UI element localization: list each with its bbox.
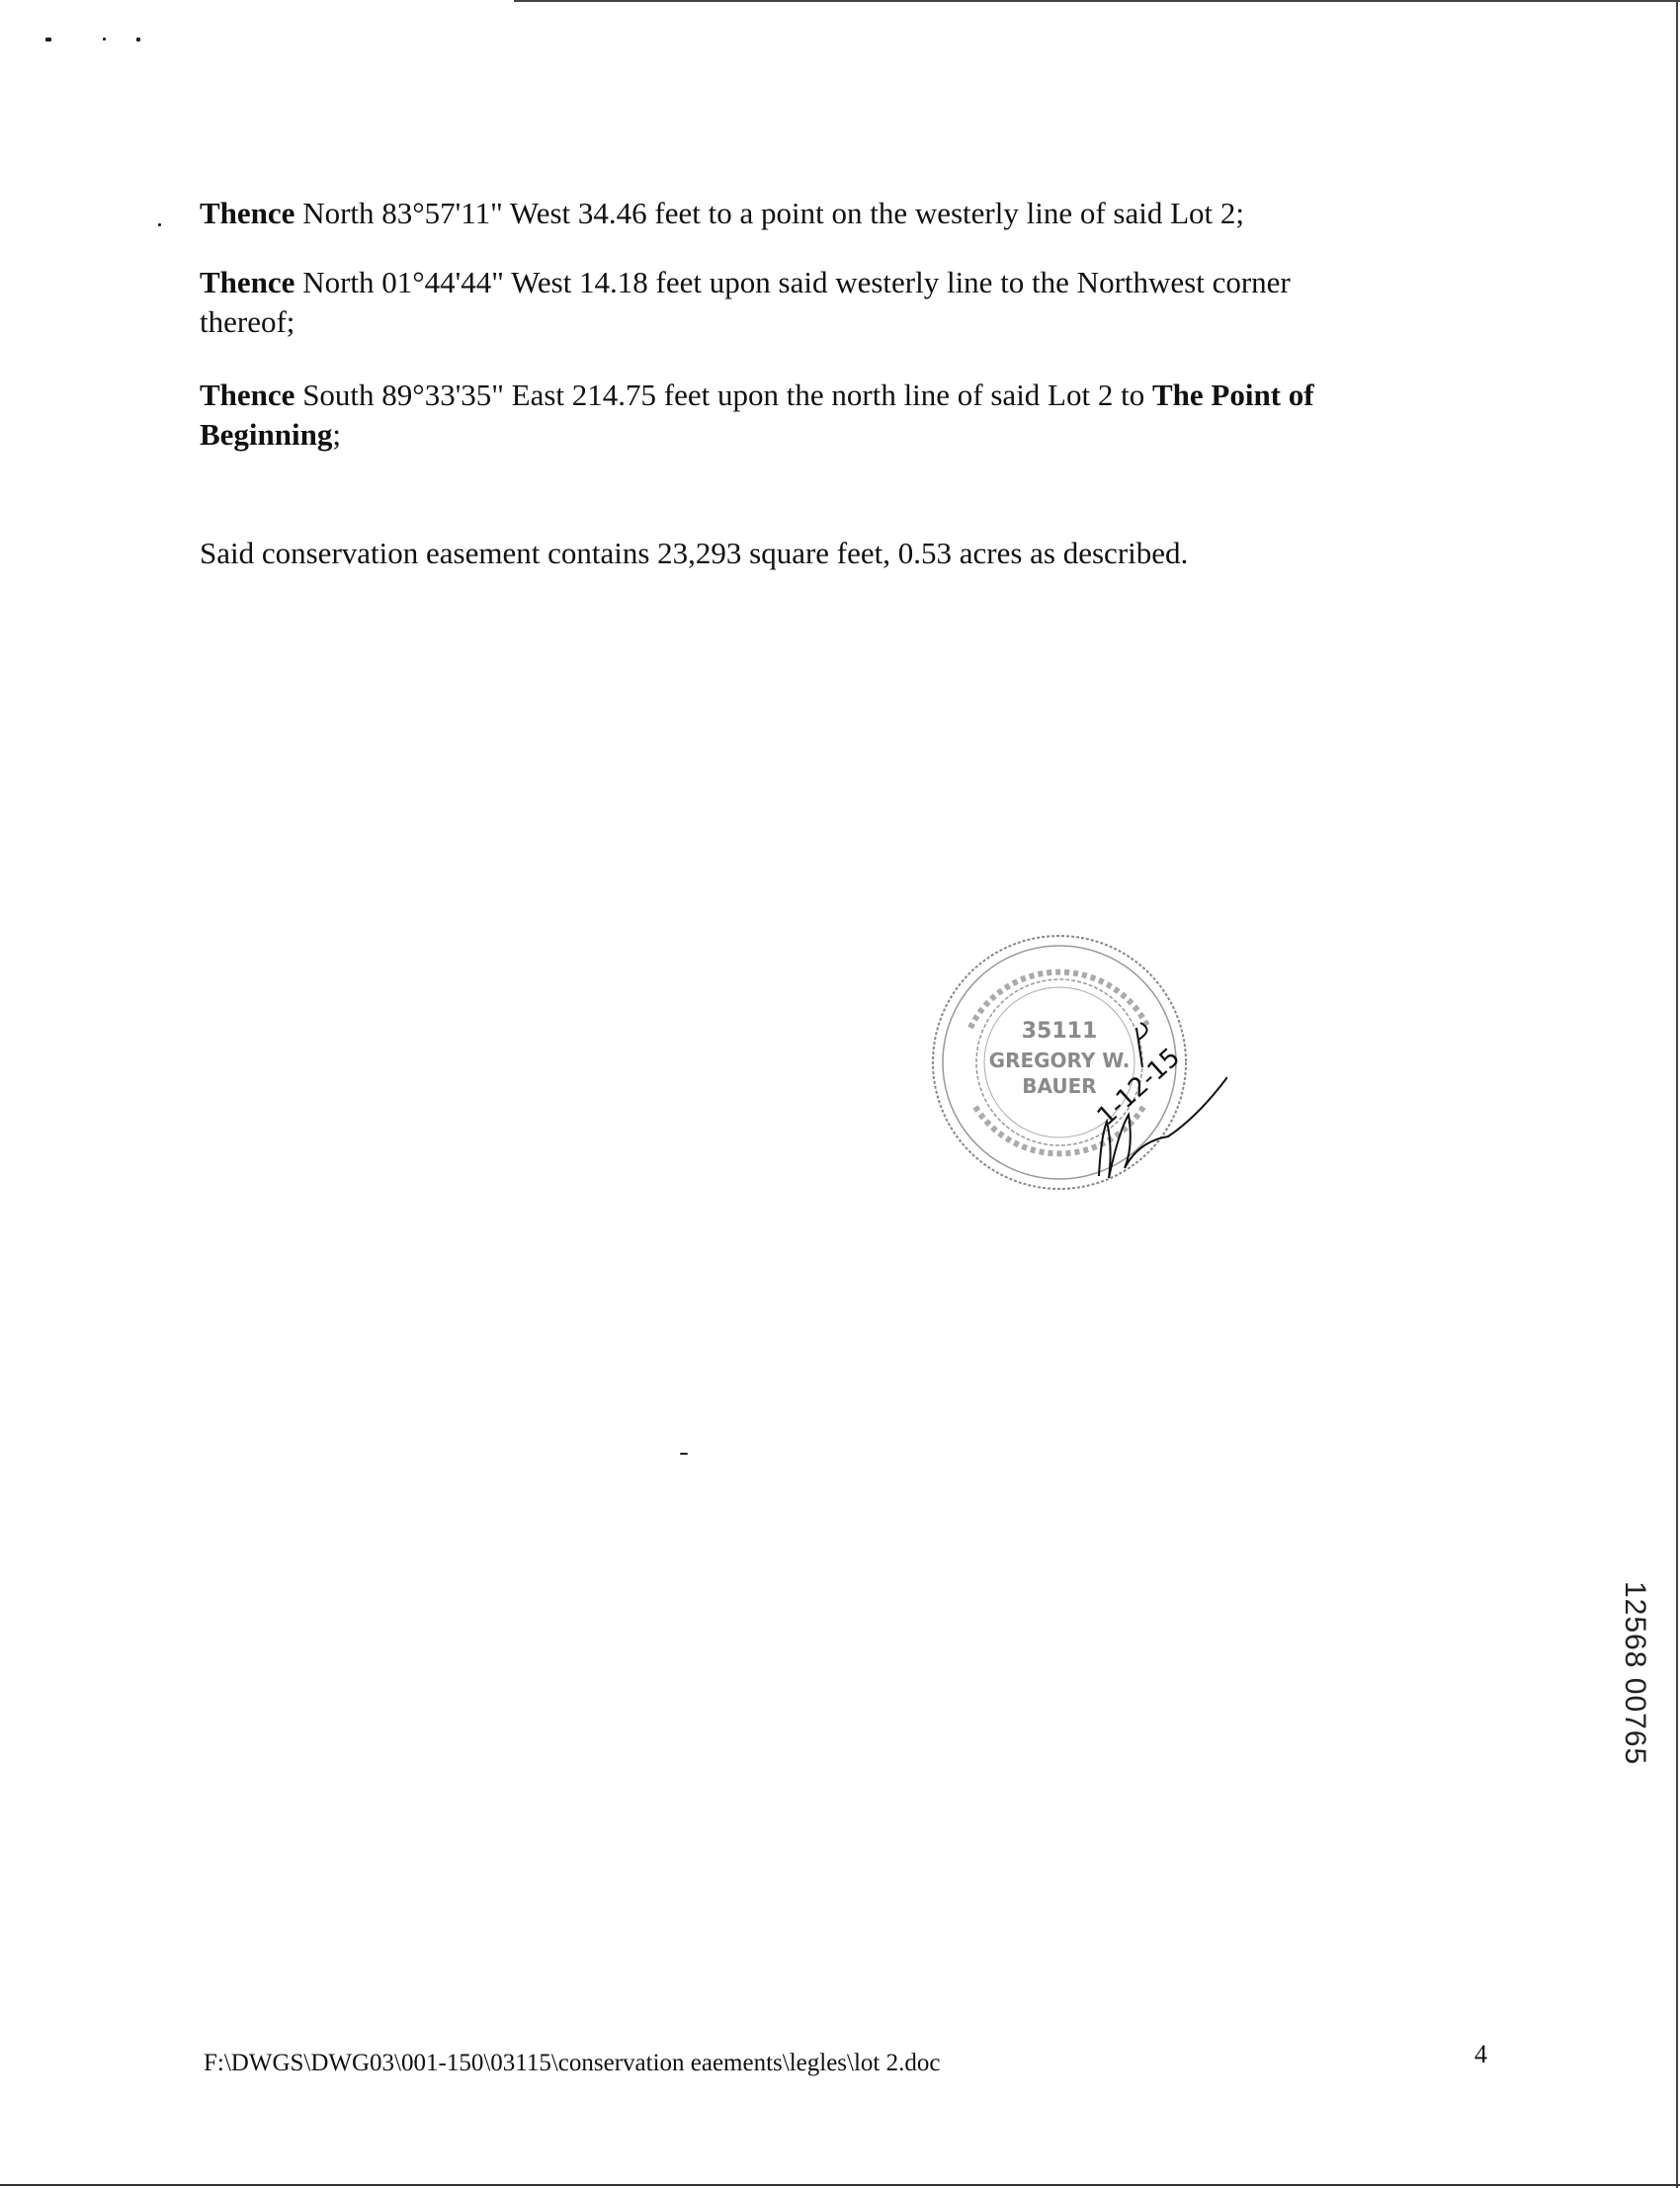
paragraph-3 <box>200 376 1415 455</box>
page-border-bottom <box>0 2184 1680 2186</box>
seal-name-line2: BAUER <box>1022 1074 1097 1098</box>
footer-file-path: F:\DWGS\DWG03\001-150\03115\conservation eaements\legles\lot 2.doc <box>204 2050 941 2076</box>
seal-graphic <box>931 919 1227 1216</box>
side-number-text: 12568 00765 <box>1619 1581 1651 1766</box>
seal-number: 35111 <box>1021 1019 1098 1044</box>
paragraph-3-tail: ; <box>332 417 342 452</box>
seal-name-line1: GREGORY W. <box>988 1049 1131 1072</box>
thence-label: Thence <box>200 378 295 412</box>
scan-speck <box>45 38 51 42</box>
handwritten-date: 1-12-15 <box>1091 1043 1187 1133</box>
scan-speck <box>680 1453 688 1455</box>
paragraph-2-text: North 01°44'44" West 14.18 feet upon said westerly line to the Northwest corner thereof; <box>200 265 1291 339</box>
side-document-number <box>1617 1581 1652 1868</box>
paragraph-1-text: North 83°57'11" West 34.46 feet to a point on the westerly line of said Lot 2; <box>294 196 1244 230</box>
paragraph-2 <box>200 263 1415 342</box>
paragraph-3-text: South 89°33'35" East 214.75 feet upon the north line of said Lot 2 to <box>294 378 1152 412</box>
paragraph-1 <box>200 194 1415 233</box>
thence-label: Thence <box>200 196 295 230</box>
paragraph-4 <box>200 534 1415 573</box>
scan-speck <box>136 38 140 42</box>
point-of-beginning: The Point of Beginning <box>200 378 1314 452</box>
thence-label: Thence <box>200 265 295 299</box>
paragraph-4-text: Said conservation easement contains 23,293 square feet, 0.53 acres as described. <box>200 536 1189 570</box>
surveyor-seal <box>931 919 1227 1216</box>
scan-speck <box>103 38 106 41</box>
page-number: 4 <box>1474 2040 1487 2068</box>
scan-speck <box>158 223 161 226</box>
page-border-top <box>514 0 1680 2</box>
page-border-right <box>1676 0 1678 2188</box>
